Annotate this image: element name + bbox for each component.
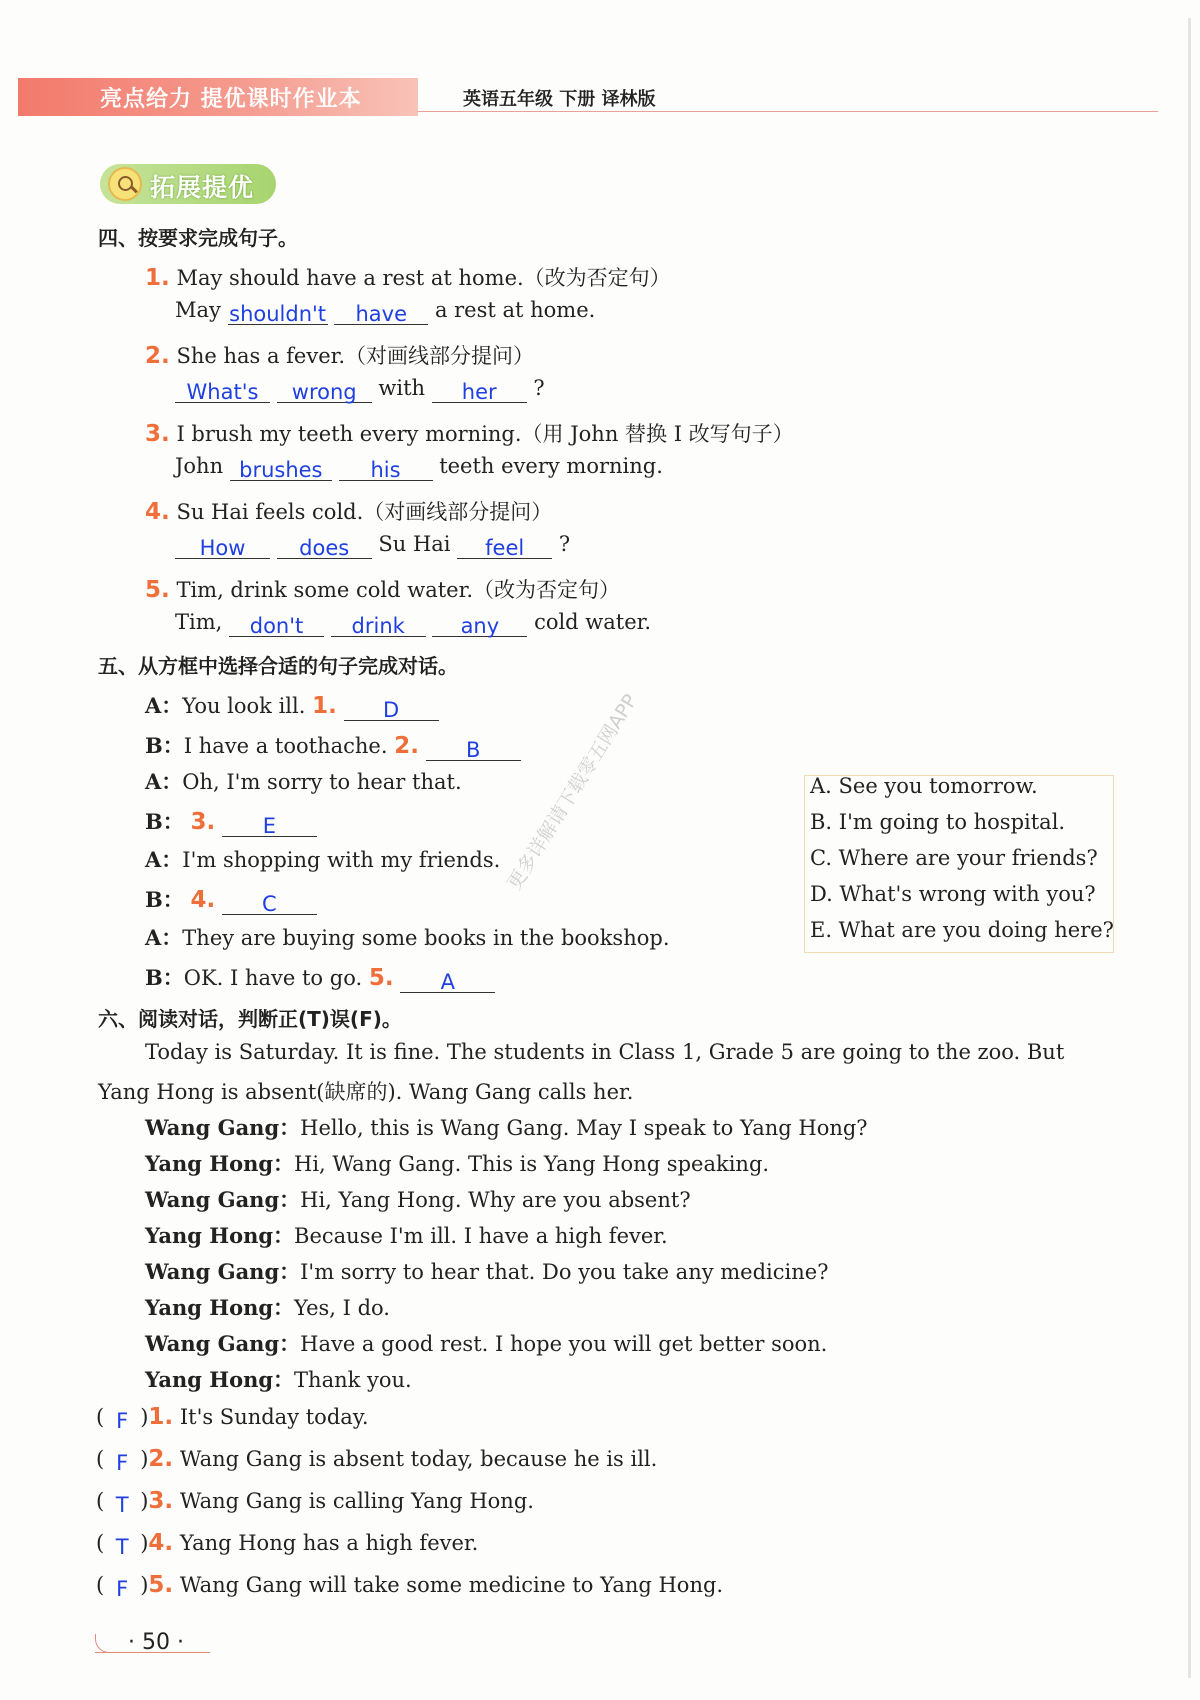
- section-6-title: 六、阅读对话，判断正(T)误(F)。: [98, 1007, 402, 1031]
- item-number: 1.: [312, 693, 337, 719]
- line-text: I have a toothache.: [183, 734, 388, 758]
- dialog-line: [145, 690, 439, 721]
- sec4-item-4-answer: [175, 532, 570, 559]
- answer-middle: Su Hai: [378, 532, 451, 556]
- dialog-line: [145, 766, 462, 796]
- speaker: B：: [145, 809, 184, 834]
- tf-item: ( F )1. It's Sunday today.: [96, 1404, 369, 1433]
- line-text: Yes, I do.: [294, 1296, 390, 1320]
- line-text: I'm shopping with my friends.: [182, 848, 501, 872]
- handwritten-answer: drink: [351, 614, 405, 638]
- question-text: May should have a rest at home.（改为否定句）: [176, 266, 671, 290]
- handwritten-answer: his: [370, 458, 401, 482]
- answer-end: ?: [558, 532, 571, 556]
- handwritten-answer: any: [460, 614, 500, 638]
- handwritten-answer: A: [440, 970, 455, 994]
- dialog-line: [145, 844, 500, 874]
- section-4-title: 四、按要求完成句子。: [98, 226, 298, 250]
- line-text: Hi, Wang Gang. This is Yang Hong speaking.: [294, 1152, 770, 1176]
- answer-blank[interactable]: [334, 298, 428, 325]
- line-text: They are buying some books in the bookshop.: [182, 926, 670, 950]
- answer-blank[interactable]: [175, 376, 270, 403]
- handwritten-answer: don't: [249, 614, 304, 638]
- reading-dialog-line: [145, 1148, 769, 1178]
- speaker: A：: [145, 847, 183, 872]
- header-series-title: 亮点给力 提优课时作业本: [100, 87, 362, 112]
- answer-blank[interactable]: [229, 610, 324, 637]
- sec4-item-3-answer: [175, 454, 663, 481]
- speaker: A：: [145, 925, 183, 950]
- tf-item: ( F )2. Wang Gang is absent today, because he is ill.: [96, 1446, 658, 1475]
- question-text: Tim, drink some cold water.（改为否定句）: [176, 578, 620, 602]
- line-text: Thank you.: [294, 1368, 412, 1392]
- dialog-line: [145, 962, 495, 993]
- header-book-info: 英语五年级 下册 译林版: [463, 89, 656, 110]
- item-number: 3.: [148, 1488, 174, 1514]
- page-edge-shadow: [1188, 18, 1191, 1678]
- reading-dialog-line: [145, 1256, 828, 1286]
- tf-answer[interactable]: T: [115, 1493, 129, 1517]
- question-text: She has a fever.（对画线部分提问）: [176, 344, 535, 368]
- line-text: Oh, I'm sorry to hear that.: [182, 770, 462, 794]
- handwritten-answer: B: [465, 738, 481, 762]
- sec4-item-4-question: [145, 496, 552, 526]
- speaker: Yang Hong：: [145, 1295, 295, 1320]
- answer-end: ?: [533, 376, 545, 400]
- magnifier-icon: [108, 167, 142, 201]
- watermark: 更多详解请下载零五网APP: [503, 690, 642, 894]
- answer-suffix: cold water.: [534, 610, 652, 634]
- tf-item: ( T )3. Wang Gang is calling Yang Hong.: [96, 1488, 534, 1517]
- tf-item: ( F )5. Wang Gang will take some medicine to Yang Hong.: [96, 1572, 724, 1601]
- item-number: 4.: [148, 1530, 174, 1556]
- line-text: I'm sorry to hear that. Do you take any medicine?: [300, 1260, 829, 1284]
- answer-suffix: teeth every morning.: [439, 454, 663, 478]
- reading-dialog-line: [145, 1112, 868, 1142]
- handwritten-answer: her: [461, 380, 497, 404]
- speaker: Wang Gang：: [145, 1331, 301, 1356]
- passage-line-1: Today is Saturday. It is fine. The students in Class 1, Grade 5 are going to the zoo. But: [145, 1040, 1065, 1064]
- tf-statement: Wang Gang will take some medicine to Yang Hong.: [179, 1573, 724, 1597]
- handwritten-answer: D: [382, 698, 400, 722]
- answer-blank[interactable]: [426, 734, 521, 761]
- answer-blank[interactable]: [222, 810, 317, 837]
- answer-blank[interactable]: [457, 532, 552, 559]
- option-b: B. I'm going to hospital.: [810, 810, 1066, 834]
- answer-blank[interactable]: [400, 966, 495, 993]
- speaker: B：: [145, 887, 184, 912]
- tf-answer[interactable]: F: [116, 1451, 129, 1475]
- answer-blank[interactable]: [432, 610, 527, 637]
- sec4-item-2-question: [145, 340, 534, 370]
- item-number: 4.: [145, 499, 170, 525]
- item-number: 5.: [368, 965, 394, 991]
- handwritten-answer: C: [262, 892, 277, 916]
- answer-middle: with: [378, 376, 426, 400]
- answer-blank[interactable]: [277, 376, 372, 403]
- page-number: · 50 ·: [128, 1630, 184, 1655]
- option-c: C. Where are your friends?: [810, 846, 1098, 870]
- line-text: Hello, this is Wang Gang. May I speak to Yang Hong?: [300, 1116, 868, 1140]
- answer-blank[interactable]: [230, 454, 332, 481]
- line-text: OK. I have to go.: [183, 966, 363, 990]
- tf-statement: Wang Gang is absent today, because he is ill.: [179, 1447, 658, 1471]
- speaker: B：: [145, 965, 184, 990]
- item-number: 1.: [148, 1404, 174, 1430]
- reading-dialog-line: [145, 1184, 691, 1214]
- speaker: Wang Gang：: [145, 1187, 301, 1212]
- item-number: 2.: [394, 733, 419, 759]
- sec4-item-5-question: [145, 574, 620, 604]
- reading-dialog-line: [145, 1364, 412, 1394]
- tf-answer[interactable]: T: [115, 1535, 129, 1559]
- line-text: Have a good rest. I hope you will get better soon.: [300, 1332, 828, 1356]
- item-number: 4.: [190, 887, 216, 913]
- option-a: A. See you tomorrow.: [810, 774, 1038, 798]
- header-rule: [418, 111, 1158, 112]
- answer-prefix: Tim,: [175, 610, 223, 634]
- handwritten-answer: wrong: [291, 380, 357, 404]
- item-number: 5.: [145, 577, 170, 603]
- answer-blank[interactable]: [344, 694, 439, 721]
- answer-prefix: John: [175, 454, 224, 478]
- speaker: Yang Hong：: [145, 1223, 295, 1248]
- item-number: 2.: [145, 343, 170, 369]
- sec4-item-3-question: [145, 418, 794, 448]
- speaker: Yang Hong：: [145, 1367, 295, 1392]
- item-number: 3.: [145, 421, 170, 447]
- speaker: Wang Gang：: [145, 1115, 301, 1140]
- question-text: Su Hai feels cold.（对画线部分提问）: [176, 500, 553, 524]
- question-text: I brush my teeth every morning.（用 John 替换 I 改写句子）: [176, 422, 794, 446]
- speaker: Yang Hong：: [145, 1151, 295, 1176]
- handwritten-answer: have: [355, 302, 408, 326]
- line-text: Hi, Yang Hong. Why are you absent?: [300, 1188, 691, 1212]
- handwritten-answer: feel: [485, 536, 525, 560]
- speaker: Wang Gang：: [145, 1259, 301, 1284]
- answer-suffix: a rest at home.: [434, 298, 596, 322]
- handwritten-answer: does: [299, 536, 350, 560]
- tf-statement: Yang Hong has a high fever.: [179, 1531, 479, 1555]
- item-number: 2.: [148, 1446, 174, 1472]
- section-5-title: 五、从方框中选择合适的句子完成对话。: [98, 654, 458, 678]
- line-text: Because I'm ill. I have a high fever.: [294, 1224, 668, 1248]
- tf-answer[interactable]: F: [116, 1577, 129, 1601]
- handwritten-answer: E: [262, 814, 277, 838]
- handwritten-answer: brushes: [239, 458, 323, 482]
- sec4-item-1-question: [145, 262, 671, 292]
- answer-blank[interactable]: [175, 532, 270, 559]
- tf-answer[interactable]: F: [116, 1409, 129, 1433]
- answer-blank[interactable]: [277, 532, 372, 559]
- item-number: 3.: [190, 809, 216, 835]
- speaker: A：: [145, 693, 183, 718]
- item-number: 5.: [148, 1572, 174, 1598]
- tf-statement: It's Sunday today.: [179, 1405, 369, 1429]
- answer-blank[interactable]: [331, 610, 426, 637]
- answer-blank[interactable]: [228, 298, 328, 325]
- reading-dialog-line: [145, 1328, 827, 1358]
- tf-item: ( T )4. Yang Hong has a high fever.: [96, 1530, 479, 1559]
- line-text: You look ill.: [182, 694, 306, 718]
- dialog-line: [145, 922, 670, 952]
- page-number-ornament: [95, 1634, 126, 1653]
- sec4-item-5-answer: [175, 610, 651, 637]
- option-e: E. What are you doing here?: [810, 918, 1114, 942]
- speaker: A：: [145, 769, 183, 794]
- section-badge-label: 拓展提优: [150, 173, 255, 202]
- handwritten-answer: What's: [186, 380, 259, 404]
- answer-blank[interactable]: [222, 888, 317, 915]
- answer-blank[interactable]: [339, 454, 433, 481]
- answer-blank[interactable]: [432, 376, 527, 403]
- tf-statement: Wang Gang is calling Yang Hong.: [179, 1489, 534, 1513]
- dialog-line: [145, 806, 317, 837]
- reading-dialog-line: [145, 1292, 390, 1322]
- sec4-item-2-answer: [175, 376, 545, 403]
- option-d: D. What's wrong with you?: [810, 882, 1096, 906]
- sec4-item-1-answer: [175, 298, 595, 325]
- dialog-line: [145, 730, 521, 761]
- handwritten-answer: shouldn't: [229, 302, 327, 326]
- item-number: 1.: [145, 265, 170, 291]
- handwritten-answer: How: [199, 536, 246, 560]
- reading-dialog-line: [145, 1220, 668, 1250]
- passage-line-2: Yang Hong is absent(缺席的). Wang Gang calls her.: [98, 1080, 634, 1104]
- speaker: B：: [145, 733, 184, 758]
- answer-prefix: May: [175, 298, 221, 322]
- dialog-line: [145, 884, 317, 915]
